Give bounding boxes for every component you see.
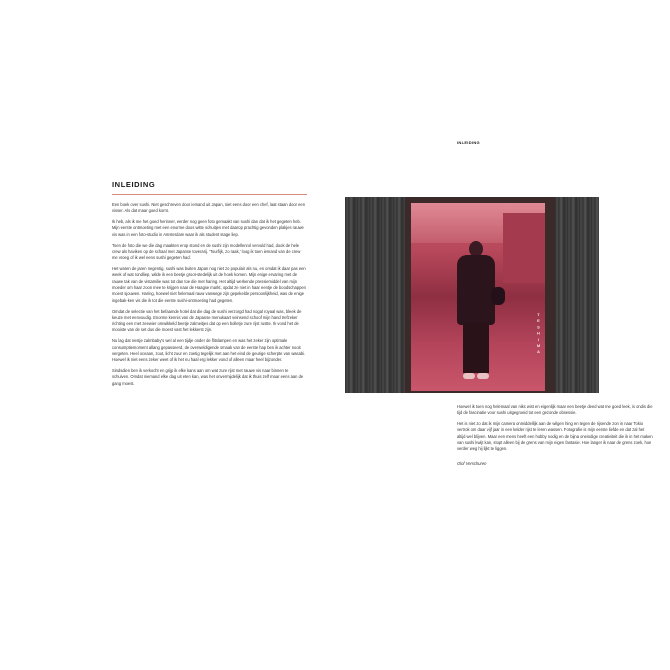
- paragraph: Toen de foto die we die dag maakten erop stond en de sushi zijn modellenrol vervuld had, dook de hele crew als haviken op de schaal met Japanse toverarij. 'Tourfijk, zo raak,' loog ik toen iemand van de crew me vroeg of ik wel eens sushi gegeten had.: [112, 242, 301, 261]
- mirror-scene: [411, 203, 545, 391]
- paragraph: Omdat de selectie van het befaamde hotel dat die dag de sushi verzorgd had nogal royaal was, bleek de keuze met eenvoudig. Enorme kennis van de Japanse menukaart veinsend schoof mijn hand trefzeker richting een met zeewier omwikkeld beetje zalmeitjes dat op een bolletje zure rijst rustte. Ik vond het de mooiste van de set dus die moest vast het lekkerst zijn.: [112, 308, 302, 333]
- heading-rule: [112, 194, 307, 195]
- shoe-left: [463, 373, 475, 379]
- paragraph: Ik heb, als ik me het goed herinner, eerder nog geen foto gemaakt van sushi dan dat ik het gegeten heb. Mijn eerste ontmoeting met een enorme doos witte schuitjes met daarop prachtig gevonden plakjes rauwe vis was in een foto-studio in Amsterdam waar ik als student stage liep.: [112, 219, 304, 237]
- paragraph: Nu lag dat nestje zalmbaby's wel al een tijdje onder de flitslampen en was het zeker zijn optimale consumptiemoment allang gepasseerd, de overweldigende smaak van de eerste hap ben ik achter nooit vergeten. Heel oceaan, zout, licht zuur en zoetig tegelijk met aan het eind de geurige scherpte van wasabi. Hoewel ik niet eens zeker weet of ik het nu haal erg lekker vond of alleen maar heel bijzonder.: [112, 338, 306, 363]
- left-body-text: [112, 202, 306, 392]
- paragraph: Het is niet zo dat ik mijn camera onmiddellijk aan de wilgen hing en tegen de rijsende zon in naar Tokio vertrok om daar vijf jaar in een kelder rijst te leren wassen. Fotografie is mijn eerste liefde en dat zal het altijd wel blijven. Maar een mens heeft een hobby nodig en de bijna oneindige creativiteit die ik in het maken van sushi kwijt kan, stopt alleen bij de grens van mijn eigen fantasie. Hoe langer ik naar de grens zoek, hoe verder weg hij lijkt te liggen.: [457, 421, 653, 452]
- photo-sign-text: TESHIMA: [536, 312, 541, 356]
- right-body-text: [457, 404, 653, 466]
- wood-panel-right: [555, 197, 599, 393]
- wood-panel-left: [345, 197, 405, 393]
- paragraph: Hoewel ik toen nog helemaal van niks wist en eigenlijk maar een beetje deed wat me goed leek, is ondis die tijd de fascinatie voor sushi uitgegroeid tot een gezonde obsessie.: [457, 404, 653, 416]
- building: [503, 213, 545, 283]
- person-body: [457, 255, 495, 325]
- person-legs: [463, 323, 489, 373]
- chapter-heading: INLEIDING: [112, 180, 156, 189]
- shoe-right: [477, 373, 489, 379]
- paragraph: Sindsdien ben ik verkocht en grijp ik elke kans aan om wat zure rijst met rauwe vis naar binnen te schuiven. Omdat niemand elke dag uit eten kan, was het onvermijdelijk dat ik thuis zelf maar eens aan de gang moest.: [112, 368, 304, 386]
- running-header: INLEIDING: [457, 140, 480, 145]
- author-signature: Olof Verschuren: [457, 460, 487, 466]
- paragraph: Het waren de jaren negentig, sushi was buiten Japan nog niet zo populair als nu, en omdat ik daar pas een week of wat rondliep, wilde ik een beetje groot-stedelijk uit de hoek komen. Mijn enige ervaring met de rauwe tak van de vistamilie was tot dan toe die met haring. Het altijd werkende pressiemiddel van mijn moeder om haar zoon mee te krijgen naar de Haagse markt, opdat ze niet in haar eentje de boodschappen moest sjouwen. Haring, hoewel niet helemaal rauw vanwege zijn gepekelde persoonlijkheid, was de enige ingebak-ken vis die ik tot die eerste sushi-ontmoeting had gegeten.: [112, 266, 306, 303]
- photo-doorway-reflection: [345, 197, 599, 393]
- person-bag: [491, 287, 505, 305]
- paragraph: Een boek over sushi. Niet geschreven door iemand uit Japan, niet eens door een chef, laat staan door een visser. Als dat maar goed komt.: [112, 202, 305, 214]
